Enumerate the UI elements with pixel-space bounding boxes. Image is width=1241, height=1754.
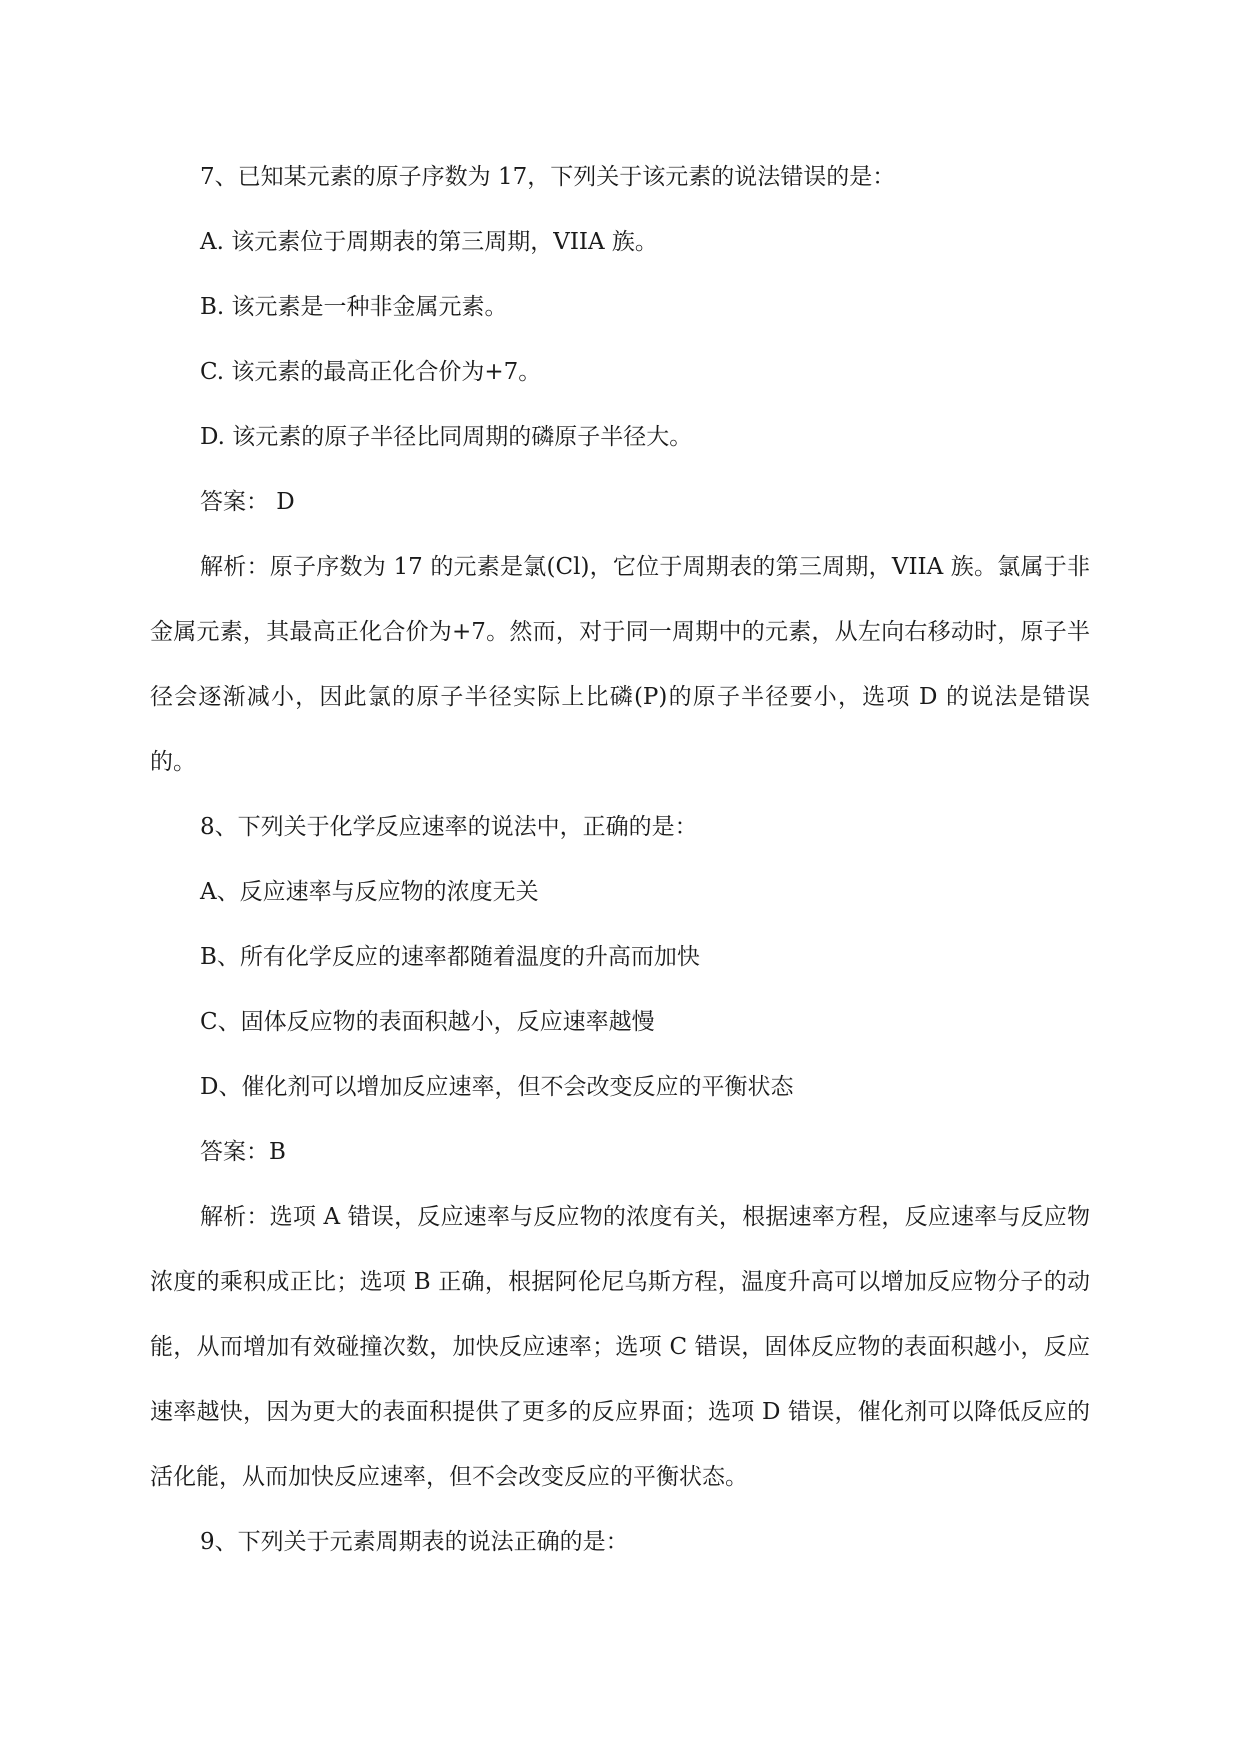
question-8-option-c: C、固体反应物的表面积越小，反应速率越慢 — [200, 1009, 655, 1035]
question-8-stem: 8、下列关于化学反应速率的说法中，正确的是： — [200, 814, 698, 840]
question-7-stem: 7、已知某元素的原子序数为 17，下列关于该元素的说法错误的是： — [200, 164, 896, 190]
document-page — [150, 145, 1090, 1575]
question-9-stem: 9、下列关于元素周期表的说法正确的是： — [200, 1529, 629, 1555]
question-7-option-d: D. 该元素的原子半径比同周期的磷原子半径大。 — [200, 424, 693, 450]
question-7-option-c: C. 该元素的最高正化合价为+7。 — [200, 359, 542, 385]
question-8-analysis: 解析：选项 A 错误，反应速率与反应物的浓度有关，根据速率方程，反应速率与反应物浓度的乘积成正比；选项 B 正确，根据阿伦尼乌斯方程，温度升高可以增加反应物分子的动能，从而增加有效碰撞次数，加快反应速率；选项 C 错误，固体反应物的表面积越小，反应速率越快，因为更大的表面积提供了更多的反应界面；选项 D 错误，催化剂可以降低反应的活化能，从而加快反应速率，但不会改变反应的平衡状态。 — [150, 1204, 1090, 1490]
question-7-option-a: A. 该元素位于周期表的第三周期，VIIA 族。 — [200, 229, 658, 255]
question-8-answer: 答案：B — [200, 1139, 286, 1165]
question-8-option-a: A、反应速率与反应物的浓度无关 — [200, 879, 539, 905]
question-7-answer: 答案： D — [200, 489, 295, 515]
question-8-option-b: B、所有化学反应的速率都随着温度的升高而加快 — [200, 944, 700, 970]
question-8-option-d: D、催化剂可以增加反应速率，但不会改变反应的平衡状态 — [200, 1074, 794, 1100]
question-7-analysis: 解析：原子序数为 17 的元素是氯(Cl)，它位于周期表的第三周期，VIIA 族。氯属于非金属元素，其最高正化合价为+7。然而，对于同一周期中的元素，从左向右移动时，原子半径会逐渐减小，因此氯的原子半径实际上比磷(P)的原子半径要小，选项 D 的说法是错误的。 — [150, 554, 1090, 775]
question-7-option-b: B. 该元素是一种非金属元素。 — [200, 294, 508, 320]
